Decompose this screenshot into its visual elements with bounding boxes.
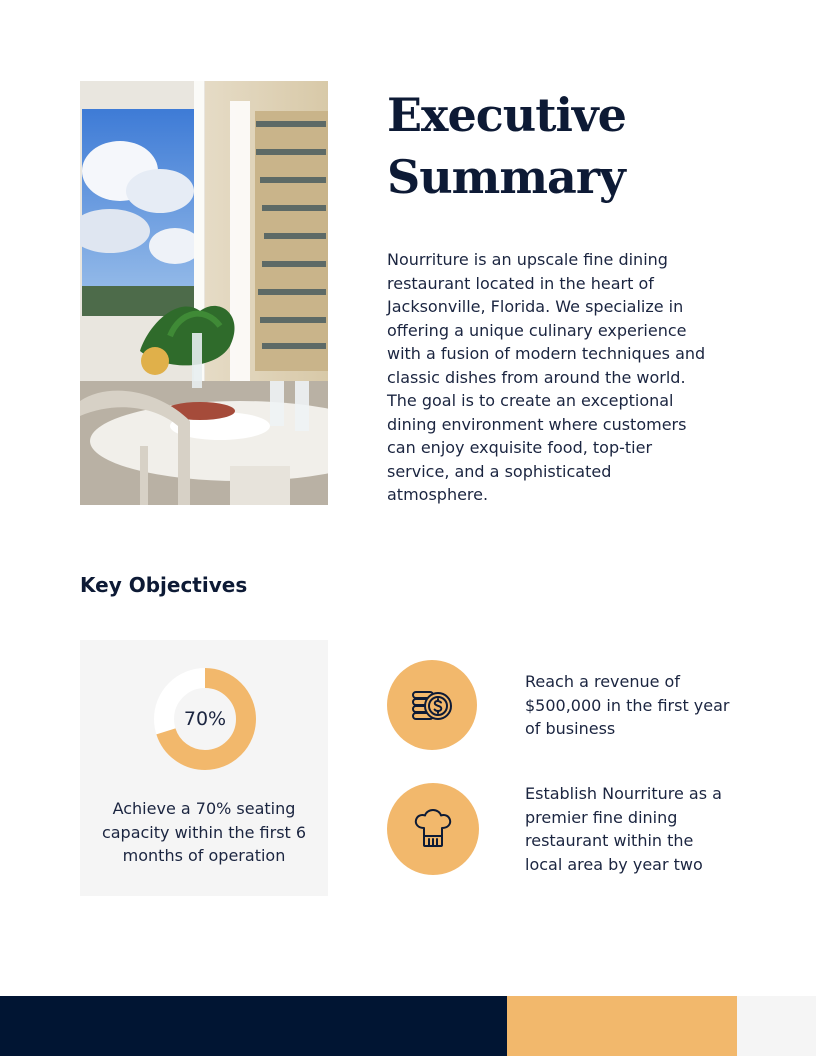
footer-bar-gold: [507, 996, 737, 1056]
footer-bar-navy: [0, 996, 507, 1056]
restaurant-photo: [80, 81, 328, 505]
chef-hat-icon: [410, 806, 456, 852]
seating-objective-card: [80, 640, 328, 896]
revenue-objective-text: Reach a revenue of $500,000 in the first year of business: [525, 672, 730, 738]
page-title-line-2: Summary: [387, 150, 625, 204]
coins-icon: [409, 682, 455, 728]
page-title: [387, 84, 747, 208]
footer-bar-gray: [737, 996, 816, 1056]
reputation-objective-text: Establish Nourriture as a premier fine dining restaurant within the local area by year two: [525, 784, 722, 874]
reputation-objective-icon-badge: [387, 783, 479, 875]
page-title-line-1: Executive: [387, 88, 626, 142]
seating-percent-label: 70%: [183, 708, 227, 730]
key-objectives-heading: Key Objectives: [80, 573, 248, 597]
revenue-objective-icon-badge: [387, 660, 477, 750]
intro-paragraph: Nourriture is an upscale fine dining restaurant located in the heart of Jacksonville, Florida. We specialize in offering a unique culinary experience with a fusion of modern techniques and classic dishes from around the world. The goal is to create an exceptional dining environment where customers can enjoy exquisite food, top-tier service, and a sophisticated atmosphere.: [387, 250, 706, 504]
seating-objective-text: Achieve a 70% seating capacity within the first 6 months of operation: [101, 799, 307, 865]
